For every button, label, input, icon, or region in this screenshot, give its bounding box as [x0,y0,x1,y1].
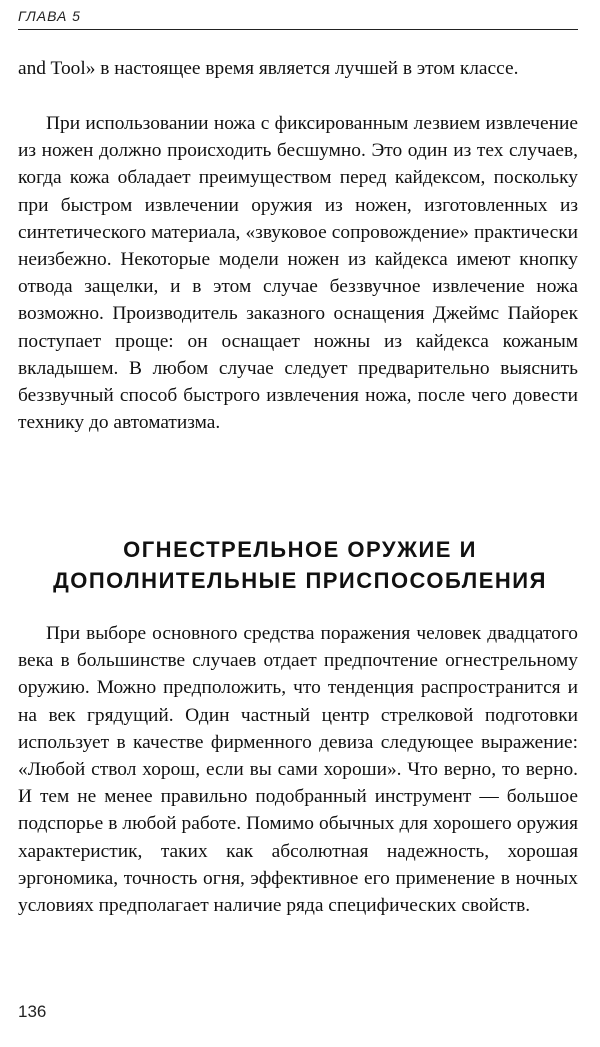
section-heading [0,534,600,596]
page-number: 136 [18,1002,47,1021]
header-rule [18,29,578,30]
paragraph-knife-sheath: При использовании ножа с фиксированным лезвием извлечение из ножен должно происходить бесшумно. Это один из тех случаев, когда кожа обладает преимуществом перед кайдексом, поскольку при быстром извлечении оружия из ножен, изготовленных из синтетического материала, «звуковое сопровождение» практически неизбежно. Некоторые модели ножен из кайдекса имеют кнопку отвода защелки, и в этом случае беззвучное извлечение ножа возможно. Производитель заказного оснащения Джеймс Пайорек поступает проще: он оснащает ножны из кайдекса кожаным вкладышем. В любом случае следует предварительно выяснить беззвучный способ быстрого извлечения ножа, после чего довести технику до автоматизма. [18,113,578,434]
paragraph-firearms: При выборе основного средства поражения человек двадцатого века в большинстве случаев отдает предпочтение огнестрельному оружию. Можно предположить, что тенденция распространится и на век грядущий. Один частный центр стрелковой подготовки использует в качестве фирменного девиза следующее выражение: «Любой ствол хорош, если вы сами хороши». Что верно, то верно. И тем не менее правильно подобранный инструмент — большое подспорье в любой работе. Помимо обычных для хорошего оружия характеристик, таких как абсолютная надежность, хорошая эргономика, точность огня, эффективное его применение в ночных условиях предполагает наличие ряда специфических свойств. [18,623,578,917]
section-heading-line-1: ОГНЕСТРЕЛЬНОЕ ОРУЖИЕ И [123,537,477,562]
paragraph-continuation: and Tool» в настоящее время является лучшей в этом классе. [18,58,519,79]
section-heading-line-2: ДОПОЛНИТЕЛЬНЫЕ ПРИСПОСОБЛЕНИЯ [53,568,547,593]
running-head: ГЛАВА 5 [18,8,81,24]
